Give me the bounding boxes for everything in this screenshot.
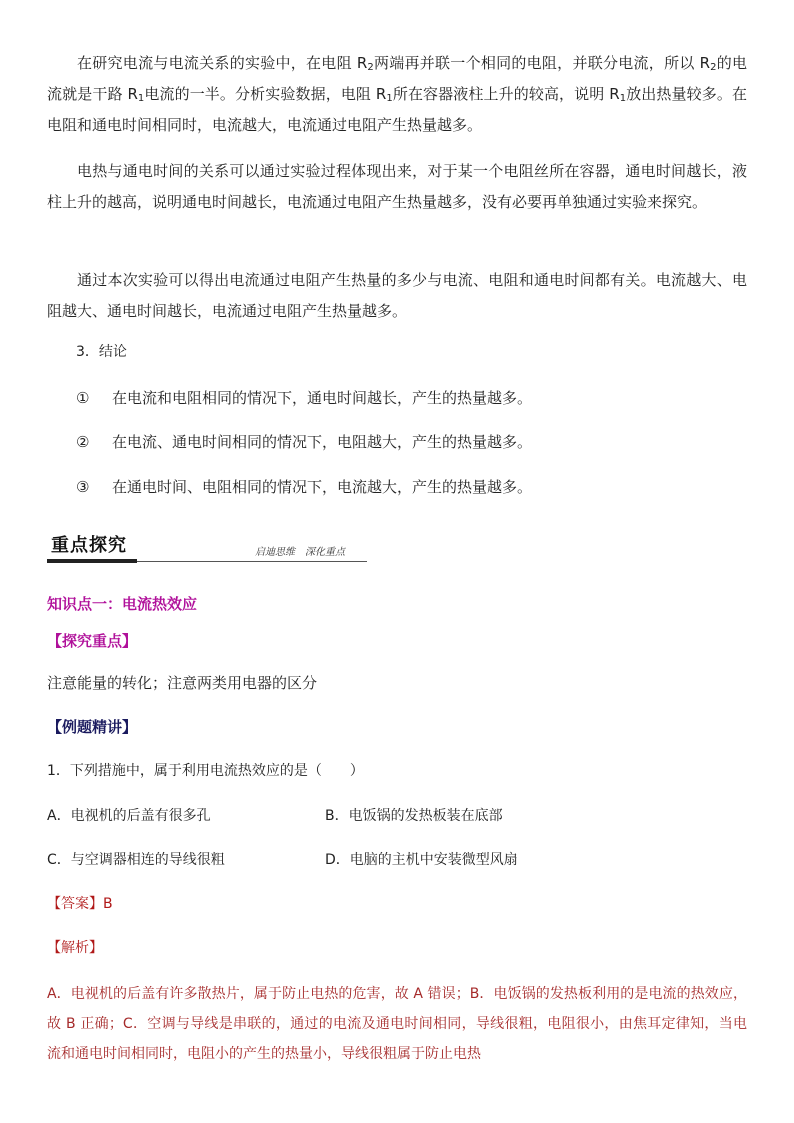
text-segment: 放出热量较多。在电阻和通电时间相同时，电流越大，电流通过电阻产生热量越多。 [47,85,747,134]
section-underline-bar [47,559,137,563]
section-header [47,533,367,563]
conclusion-item-1 [76,387,532,409]
conclusion-text: 在电流、通电时间相同的情况下，电阻越大，产生的热量越多。 [112,433,533,451]
analysis-text: A．电视机的后盖有许多散热片，属于防止电热的危害，故 A 错误；B．电饭锅的发热板利用的是电流的热效应，故 B 正确；C．空调与导线是串联的，通过的电流及通电时间相同，导线很粗，电阻很小，由焦耳定律知，当电流和通电时间相同时，电阻小的产生的热量小，导线很粗属于防止电热 [47,986,747,1062]
option-d: D．电脑的主机中安装微型风扇 [325,852,518,868]
conclusion-text: 在电流和电阻相同的情况下，通电时间越长，产生的热量越多。 [112,389,533,407]
conclusion-item-3 [76,476,532,498]
subscript: 2 [710,62,717,73]
analysis-title: 【解析】 [47,940,103,956]
paragraph-summary: 通过本次实验可以得出电流通过电阻产生热量的多少与电流、电阻和通电时间都有关。电流越大、电阻越大、通电时间越长，电流通过电阻产生热量越多。 [47,271,747,320]
text-segment: 电流的一半。分析实验数据，电阻 R [144,85,387,103]
section-divider-line [137,561,367,562]
explore-focus-text: 注意能量的转化；注意两类用电器的区分 [47,674,318,692]
paragraph-current-relation [47,48,747,141]
knowledge-point-title: 知识点一：电流热效应 [47,595,198,613]
paragraph-time-relation: 电热与通电时间的关系可以通过实验过程体现出来，对于某一个电阻丝所在容器，通电时间越长，液柱上升的越高，说明通电时间越长，电流通过电阻产生热量越多，没有必要再单独通过实验来探究。 [47,162,747,211]
subscript: 1 [137,93,145,104]
text-segment: 在研究电流与电流关系的实验中，在电阻 R [77,54,368,72]
explore-focus-title: 【探究重点】 [47,632,138,650]
question-stem: 1．下列措施中，属于利用电流热效应的是（ ） [47,763,364,779]
answer-text: 【答案】B [47,896,113,912]
subscript: 1 [386,93,393,104]
option-b: B．电饭锅的发热板装在底部 [325,808,503,824]
subscript: 1 [619,93,627,104]
option-a: A．电视机的后盖有很多孔 [47,808,211,824]
text-segment: 所在容器液柱上升的较高，说明 R [392,85,620,103]
option-c: C．与空调器相连的导线很粗 [47,852,225,868]
section-title: 重点探究 [51,535,127,556]
subscript: 2 [367,62,374,73]
circled-number: ② [76,433,90,451]
circled-number: ① [76,389,90,407]
conclusion-text: 在通电时间、电阻相同的情况下，电流越大，产生的热量越多。 [112,478,533,496]
conclusion-item-2 [76,431,532,453]
text-segment: 的电流就是干路 R [47,54,747,103]
text-segment: 两端再并联一个相同的电阻，并联分电流，所以 R [373,54,711,72]
section-subtitle: 启迪思维 深化重点 [255,547,345,558]
example-title: 【例题精讲】 [47,718,138,736]
circled-number: ③ [76,478,90,496]
conclusion-title: 3．结论 [76,344,127,360]
